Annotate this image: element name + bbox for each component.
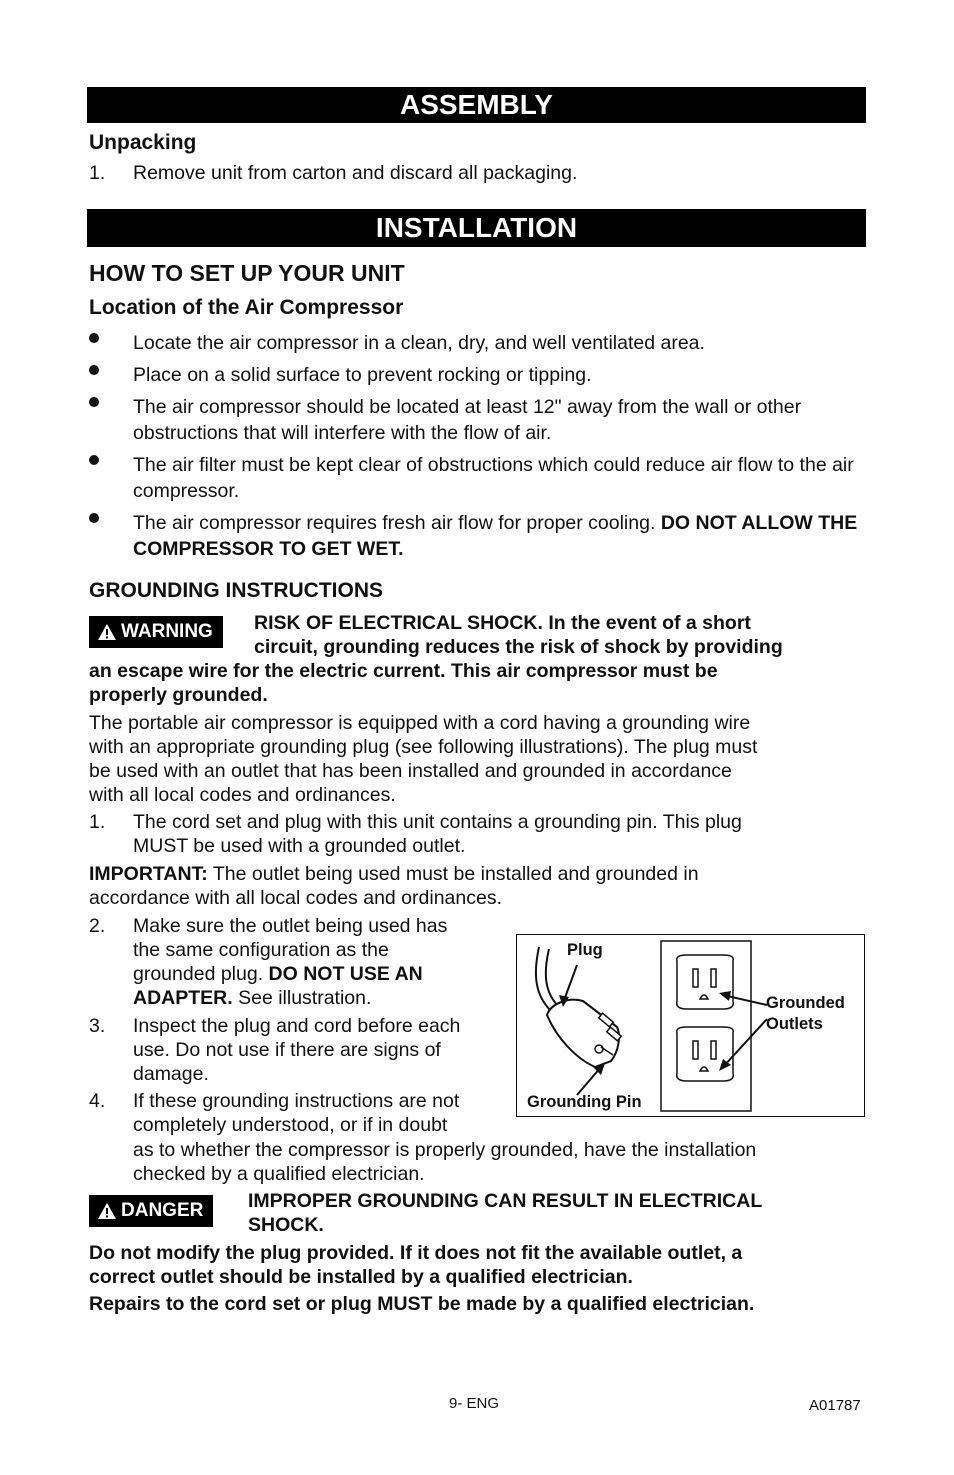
step-2-line-3 xyxy=(133,962,423,986)
warning-text-line-2: circuit, grounding reduces the risk of shock by providing xyxy=(254,636,783,658)
adapter-warning: ADAPTER. xyxy=(133,987,233,1009)
bullet-dot xyxy=(89,397,99,407)
step-2-line-1: Make sure the outlet being used has xyxy=(133,915,448,937)
location-bullet-5 xyxy=(133,510,868,562)
step-3-line-3: damage. xyxy=(133,1063,209,1085)
bullet-dot xyxy=(89,365,99,375)
outlet-icon xyxy=(661,941,751,1111)
warning-text-line-1: RISK OF ELECTRICAL SHOCK. In the event of a short xyxy=(254,612,751,634)
plug-outlet-illustration xyxy=(516,934,865,1117)
grounded-label: Grounded xyxy=(766,994,845,1012)
grounding-heading: GROUNDING INSTRUCTIONS xyxy=(89,579,383,602)
danger-text-line-2: SHOCK. xyxy=(248,1214,324,1236)
step-4-line-1: If these grounding instructions are not xyxy=(133,1090,460,1112)
grounding-pin-label: Grounding Pin xyxy=(527,1093,642,1111)
step-1-number: 1. xyxy=(89,811,106,833)
warning-text-line-3: an escape wire for the electric current. This air compressor must be xyxy=(89,660,718,682)
step-4-line-2: completely understood, or if in doubt xyxy=(133,1114,448,1136)
important-line-1 xyxy=(89,862,699,886)
important-text: The outlet being used must be installed and grounded in xyxy=(212,863,699,885)
location-heading: Location of the Air Compressor xyxy=(89,296,404,319)
danger-text-line-1: IMPROPER GROUNDING CAN RESULT IN ELECTRICAL xyxy=(248,1190,763,1212)
step-3-line-1: Inspect the plug and cord before each xyxy=(133,1015,461,1037)
step-3-number: 3. xyxy=(89,1015,106,1037)
bullet-dot xyxy=(89,513,99,523)
grounding-para-line-3: be used with an outlet that has been installed and grounded in accordance xyxy=(89,760,732,782)
location-bullet-2: Place on a solid surface to prevent rocking or tipping. xyxy=(133,364,592,386)
warning-label: WARNING xyxy=(121,621,213,642)
step-3-line-2: use. Do not use if there are signs of xyxy=(133,1039,441,1061)
final-line-2: correct outlet should be installed by a qualified electrician. xyxy=(89,1266,633,1288)
step-4-number: 4. xyxy=(89,1090,106,1112)
important-label: IMPORTANT: xyxy=(89,863,208,885)
no-adapter-warning: DO NOT USE AN xyxy=(268,963,423,985)
danger-label: DANGER xyxy=(121,1200,204,1221)
step-4-line-4: checked by a qualified electrician. xyxy=(133,1163,425,1185)
plug-label: Plug xyxy=(567,941,603,959)
grounding-para-line-2: with an appropriate grounding plug (see following illustrations). The plug must xyxy=(89,736,758,758)
final-line-1: Do not modify the plug provided. If it does not fit the available outlet, a xyxy=(89,1242,743,1264)
see-illustration-text: See illustration. xyxy=(238,987,372,1009)
bullet-dot xyxy=(89,333,99,343)
grounding-para-line-1: The portable air compressor is equipped with a cord having a grounding wire xyxy=(89,712,751,734)
warning-triangle-icon xyxy=(97,1202,117,1220)
outlets-label: Outlets xyxy=(766,1015,823,1033)
step-2-line-2: the same configuration as the xyxy=(133,939,389,961)
step-4-line-3: as to whether the compressor is properly grounded, have the installation xyxy=(133,1139,757,1161)
location-bullet-3: The air compressor should be located at least 12" away from the wall or other obstructions that will interfere with the flow of air. xyxy=(133,396,802,444)
step-1-line-2: MUST be used with a grounded outlet. xyxy=(133,835,466,857)
plug-icon xyxy=(547,1000,621,1067)
bullet-dot xyxy=(89,455,99,465)
step-2-number: 2. xyxy=(89,915,106,937)
step-2-line-3-text: grounded plug. xyxy=(133,963,264,985)
assembly-title-bar: ASSEMBLY xyxy=(87,87,866,123)
grounding-para-line-4: with all local codes and ordinances. xyxy=(89,784,396,806)
location-bullet-1: Locate the air compressor in a clean, dry, and well ventilated area. xyxy=(133,332,705,354)
unpacking-step-text: Remove unit from carton and discard all packaging. xyxy=(133,162,578,184)
step-1-line-1: The cord set and plug with this unit contains a grounding pin. This plug xyxy=(133,811,742,833)
page-number: 9- ENG xyxy=(449,1395,500,1412)
final-line-3: Repairs to the cord set or plug MUST be made by a qualified electrician. xyxy=(89,1293,755,1315)
setup-heading: HOW TO SET UP YOUR UNIT xyxy=(89,260,405,286)
location-bullet-4: The air filter must be kept clear of obstructions which could reduce air flow to the air compressor. xyxy=(133,454,854,502)
important-line-2: accordance with all local codes and ordinances. xyxy=(89,887,502,909)
unpacking-step-number: 1. xyxy=(89,162,106,184)
installation-title-bar: INSTALLATION xyxy=(87,209,866,247)
warning-badge xyxy=(89,616,223,648)
warning-text-line-4: properly grounded. xyxy=(89,684,268,706)
do-not-wet-warning: DO NOT ALLOW THE COMPRESSOR TO GET WET. xyxy=(133,512,858,560)
document-code: A01787 xyxy=(809,1397,861,1414)
warning-triangle-icon xyxy=(97,623,117,641)
danger-badge xyxy=(89,1195,213,1227)
unpacking-heading: Unpacking xyxy=(89,131,197,154)
location-bullet-5-text: The air compressor requires fresh air flow for proper cooling. xyxy=(133,512,656,534)
step-2-line-4 xyxy=(133,986,371,1010)
